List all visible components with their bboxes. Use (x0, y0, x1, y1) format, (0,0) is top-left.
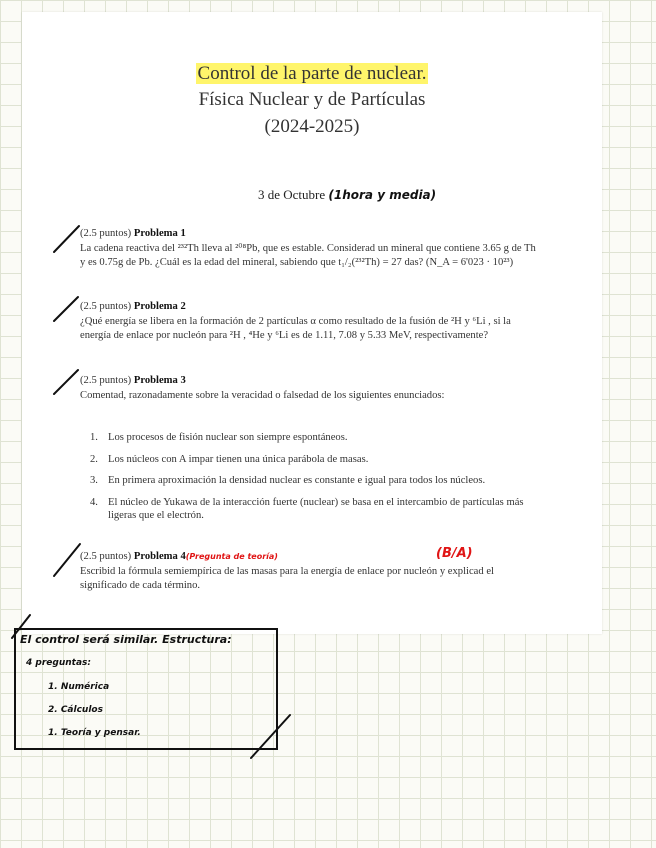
exam-date: 3 de Octubre (258, 187, 326, 202)
problem-2-text: ¿Qué energía se libera en la formación de 2 partículas α como resultado de la fusión de ²H y ⁶Li , si la energía de enlace por nucleón para ²H , ⁴He y ⁶Li es de 1.11, 7.08 y 5.33 MeV, respectivamente? (80, 315, 511, 341)
problem-1 (80, 227, 538, 271)
problem-4 (80, 546, 538, 594)
handwritten-note-box (14, 628, 278, 750)
pen-stroke-icon (248, 712, 294, 762)
problem-1-points: (2.5 puntos) (80, 228, 132, 239)
checkmark-icon (52, 222, 82, 258)
exam-sheet (22, 12, 602, 634)
problem-3-title: Problema 3 (133, 375, 186, 386)
problem-4-red-note: (Pregunta de teoría) (185, 552, 278, 561)
checkmark-icon (52, 293, 82, 325)
problem-4-red-note-ba: (B/A) (436, 546, 473, 561)
problem-3-text: Comentad, razonadamente sobre la veracidad o falsedad de los siguientes enunciados: (80, 389, 445, 401)
problem-3-points: (2.5 puntos) (80, 375, 132, 386)
checkmark-icon (52, 540, 84, 580)
problem-4-text: Escribid la fórmula semiempírica de las masas para la energía de enlace por nucleón y explicad el significado de cada término. (80, 565, 494, 591)
note-item: 1. Numérica (48, 682, 110, 692)
exam-title (22, 62, 602, 86)
exam-title-highlight: Control de la parte de nuclear. (197, 63, 427, 84)
note-line-1: El control será similar. Estructura: (20, 633, 232, 646)
list-item: 2. Los núcleos con A impar tienen una única parábola de masas. (90, 453, 369, 465)
problem-3-statements (90, 431, 540, 531)
list-item: 3. En primera aproximación la densidad nuclear es constante e igual para todos los núcleos. (90, 475, 486, 486)
problem-1-title: Problema 1 (133, 228, 186, 239)
problem-1-text: La cadena reactiva del ²³²Th lleva al ²⁰⁸Pb, que es estable. Considerad un mineral que contiene 3.65 g de Th y es 0.75g de Pb. ¿Cuál es la edad del mineral, sabiendo que t₁/₂(²³²Th) = 27 das? (N_A = 6'023 · 10²³) (80, 242, 536, 268)
note-item: 2. Cálculos (48, 705, 103, 715)
list-item: 1. Los procesos de fisión nuclear son siempre espontáneos. (90, 432, 348, 443)
exam-date-line (258, 187, 436, 203)
list-item: 4. El núcleo de Yukawa de la interacción fuerte (nuclear) se basa en el intercambio de partículas más ligeras que el electrón. (90, 496, 524, 521)
problem-2-points: (2.5 puntos) (80, 301, 132, 312)
pen-stroke-icon (8, 612, 34, 642)
problem-2 (80, 300, 538, 344)
problem-4-title: Problema 4 (133, 551, 186, 562)
exam-year: (2024-2025) (264, 116, 360, 137)
checkmark-icon (52, 366, 82, 398)
exam-subtitle: Física Nuclear y de Partículas (198, 89, 426, 110)
problem-3 (80, 374, 538, 403)
note-item: 1. Teoría y pensar. (48, 728, 141, 738)
note-line-2: 4 preguntas: (26, 658, 91, 668)
problem-2-title: Problema 2 (133, 301, 186, 312)
problem-4-points: (2.5 puntos) (80, 551, 132, 562)
duration-note: (1hora y media) (328, 188, 437, 202)
